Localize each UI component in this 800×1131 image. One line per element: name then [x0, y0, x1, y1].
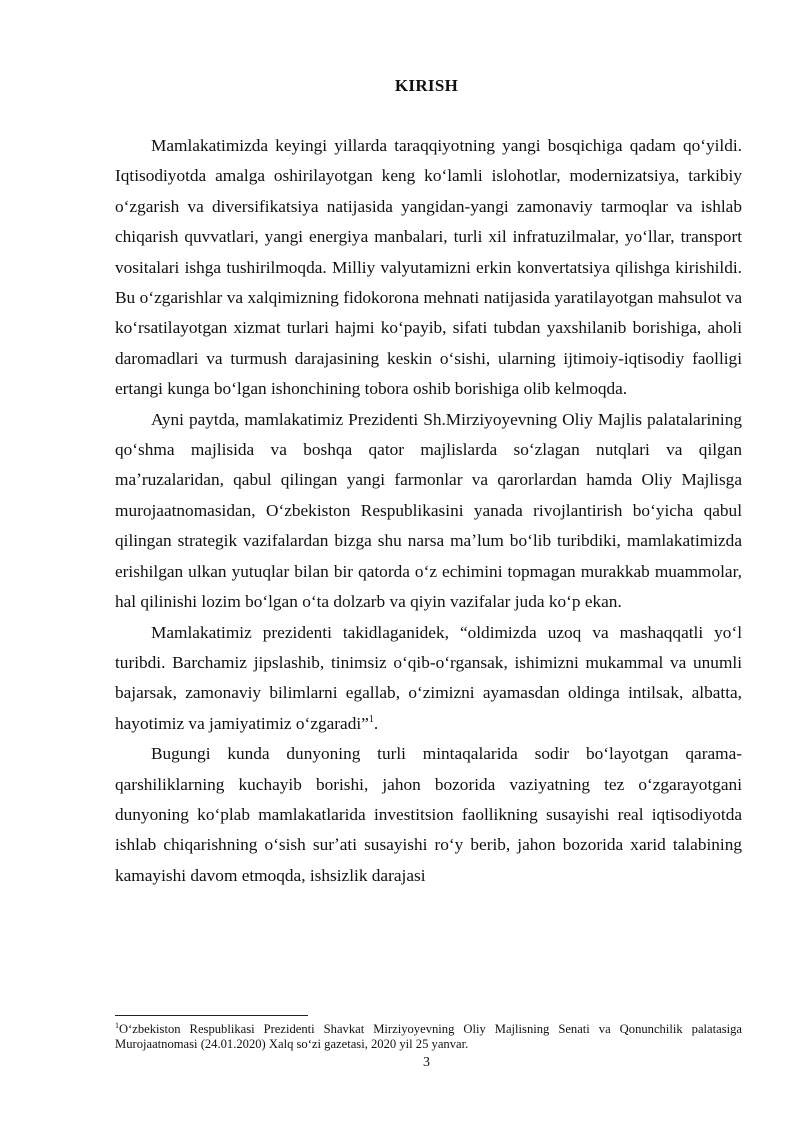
- paragraph-1-text: Mamlakatimizda keyingi yillarda taraqqiyotning yangi bosqichiga qadam qoʻyildi. Iqtisodiyotda amalga oshirilayotgan keng koʻlamli islohotlar, modernizatsiya, tarkibiy oʻzgarish va diversifikatsiya natijasida yangidan-yangi zamonaviy tarmoqlar va ishlab chiqarish quvvatlari, yangi energiya manbalari, turli xil infratuzilmalar, yoʻllar, transport vositalari ishga tushirilmoqda. Milliy valyutamizni erkin konvertatsiya qilishga kirishildi. Bu oʻzgarishlar va xalqimizning fidokorona mehnati natijasida yaratilayotgan mahsulot va koʻrsatilayotgan xizmat turlari hajmi koʻpayib, sifati tubdan yaxshilanib borishiga, aholi daromadlari va turmush darajasining keskin oʻsishi, ularning ijtimoiy-iqtisodiy faolligi ertangi kunga boʻlgan ishonchining tobora oshib borishiga olib kelmoqda.: [115, 136, 742, 399]
- section-heading: KIRISH: [394, 76, 459, 95]
- body-text: [115, 131, 742, 891]
- footnote: [115, 1022, 742, 1052]
- paragraph-1: [115, 131, 742, 405]
- paragraph-3: [115, 618, 742, 740]
- footnote-mark: 1: [115, 1020, 119, 1030]
- footnote-text: Oʻzbekiston Respublikasi Prezidenti Shavkat Mirziyoyevning Oliy Majlisning Senati va Qonunchilik palatasiga Murojaatnomasi (24.01.2020) Xalq soʻzi gazetasi, 2020 yil 25 yanvar.: [115, 1022, 742, 1051]
- page-number: 3: [423, 1055, 430, 1070]
- paragraph-4-text: Bugungi kunda dunyoning turli mintaqalarida sodir boʻlayotgan qarama-qarshiliklarning kuchayib borishi, jahon bozorida vaziyatning tez oʻzgarayotgani dunyoning koʻplab mamlakatlarida investitsion faollikning susayishi real iqtisodiyotda ishlab chiqarishning oʻsish surʼati susayishi roʻy berib, jahon bozorida xarid talabining kamayishi davom etmoqda, ishsizlik darajasi: [115, 744, 742, 885]
- paragraph-3-end: .: [373, 713, 379, 733]
- footnote-reference[interactable]: 1: [368, 713, 374, 725]
- paragraph-2: [115, 405, 742, 618]
- paragraph-3-text: Mamlakatimiz prezidenti takidlaganidek, “oldimizda uzoq va mashaqqatli yoʻl turibdi. Barchamiz jipslashib, tinimsiz oʻqib-oʻrgansak, ishimizni mukammal va unumli bajarsak, zamonaviy bilimlarni egallab, oʻzimizni ayamasdan oldinga intilsak, albatta, hayotimiz va jamiyatimiz oʻzgaradi”: [115, 622, 742, 733]
- paragraph-2-text: Ayni paytda, mamlakatimiz Prezidenti Sh.Mirziyoyevning Oliy Majlis palatalarining qoʻshma majlisida va boshqa qator majlislarda soʻzlagan nutqlari va qilgan maʼruzalaridan, qabul qilingan yangi farmonlar va qarorlardan hamda Oliy Majlisga murojaatnomasidan, Oʻzbekiston Respublikasini yanada rivojlantirish boʻyicha qabul qilingan strategik vazifalardan bizga shu narsa maʼlum boʻlib turibdiki, mamlakatimizda erishilgan ulkan yutuqlar bilan bir qatorda oʻz echimini topmagan murakkab muammolar, hal qilinishi lozim boʻlgan oʻta dolzarb va qiyin vazifalar juda koʻp ekan.: [115, 409, 742, 612]
- paragraph-4: [115, 739, 742, 891]
- footnote-separator: [115, 1015, 308, 1016]
